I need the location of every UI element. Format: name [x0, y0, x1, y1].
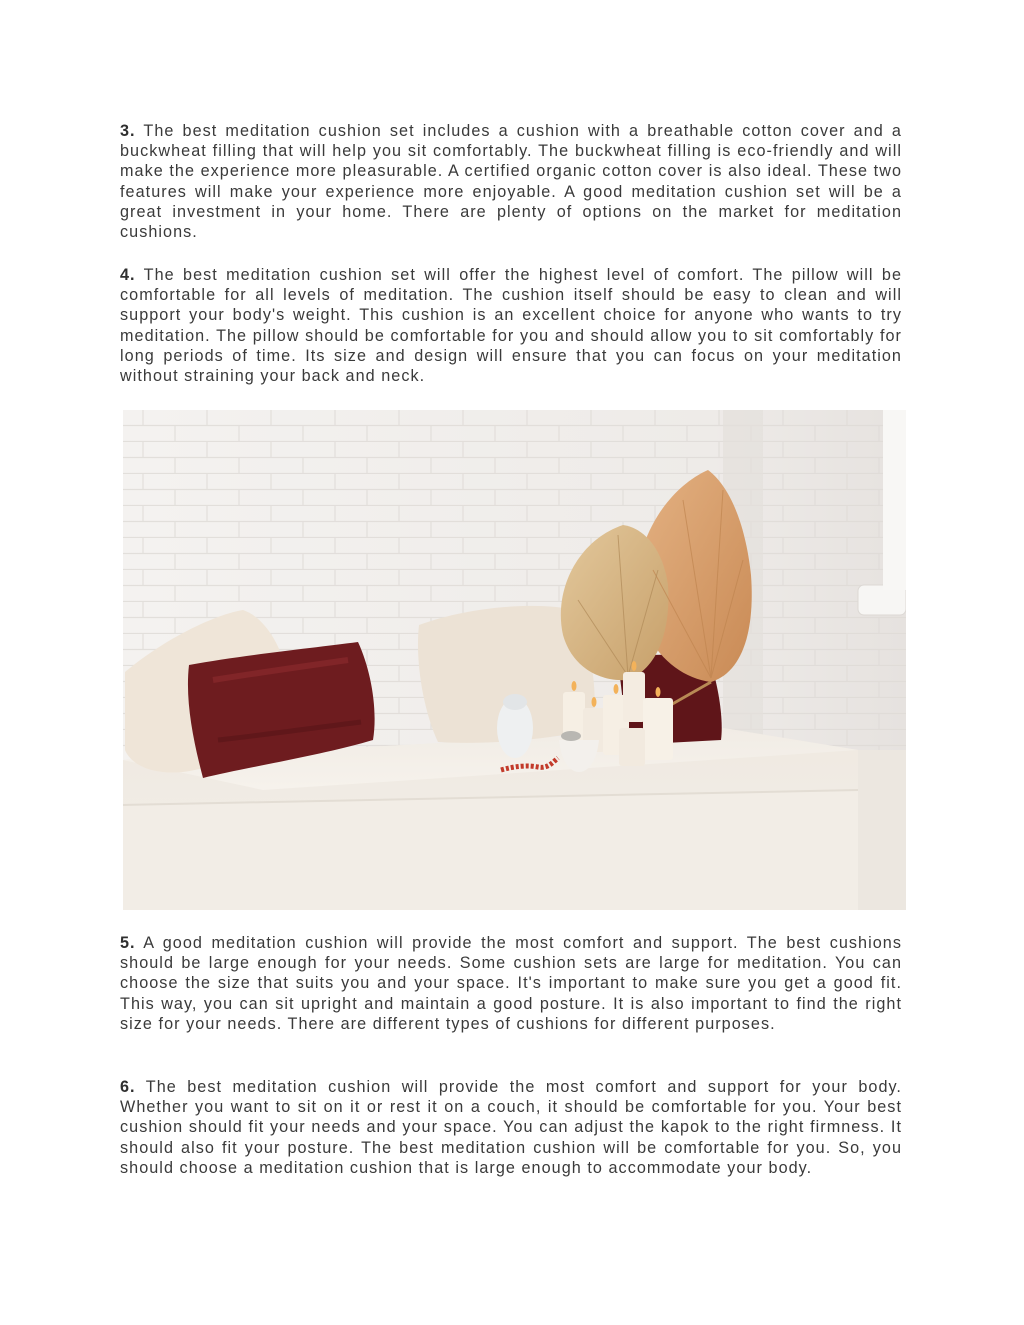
paragraph-text: The best meditation cushion set includes a cushion with a breathable cotton cover and a buckwheat filling that will help you sit comfortably. The buckwheat filling is eco-friendly and will make the experience more pleasurable. A certified organic cotton cover is also ideal. These two features will make your experience more enjoyable. A good meditation cushion set will be a great investment in your home. There are plenty of options on the market for meditation cushions. — [120, 122, 902, 242]
paragraph-number: 6. — [120, 1078, 136, 1096]
paragraph-4 — [120, 265, 902, 386]
paragraph-number: 3. — [120, 122, 136, 140]
paragraph-text: A good meditation cushion will provide the most comfort and support. The best cushions should be large enough for your needs. Some cushion sets are large for meditation. You can choose the size that suits you and your space. It's important to make sure you get a good fit. This way, you can sit upright and maintain a good posture. It is also important to find the right size for your needs. There are different types of cushions for different purposes. — [120, 934, 902, 1033]
paragraph-5 — [120, 933, 902, 1034]
paragraph-text: The best meditation cushion will provide the most comfort and support for your body. Whether you want to sit on it or rest it on a couch, it should be comfortable for you. Your best cushion should fit your needs and your space. You can adjust the kapok to the right firmness. It should also fit your posture. The best meditation cushion will be comfortable for you. So, you should choose a meditation cushion that is large enough to accommodate your body. — [120, 1078, 902, 1177]
paragraph-number: 5. — [120, 934, 136, 952]
meditation-corner-photo — [123, 410, 906, 910]
paragraph-6 — [120, 1077, 902, 1178]
paragraph-text: The best meditation cushion set will offer the highest level of comfort. The pillow will be comfortable for all levels of meditation. The cushion itself should be easy to clean and will support your body's weight. This cushion is an excellent choice for anyone who wants to try meditation. The pillow should be comfortable for you and should allow you to sit comfortably for long periods of time. Its size and design will ensure that you can focus on your meditation without straining your back and neck. — [120, 266, 902, 386]
paragraph-number: 4. — [120, 266, 136, 284]
paragraph-3 — [120, 121, 902, 242]
